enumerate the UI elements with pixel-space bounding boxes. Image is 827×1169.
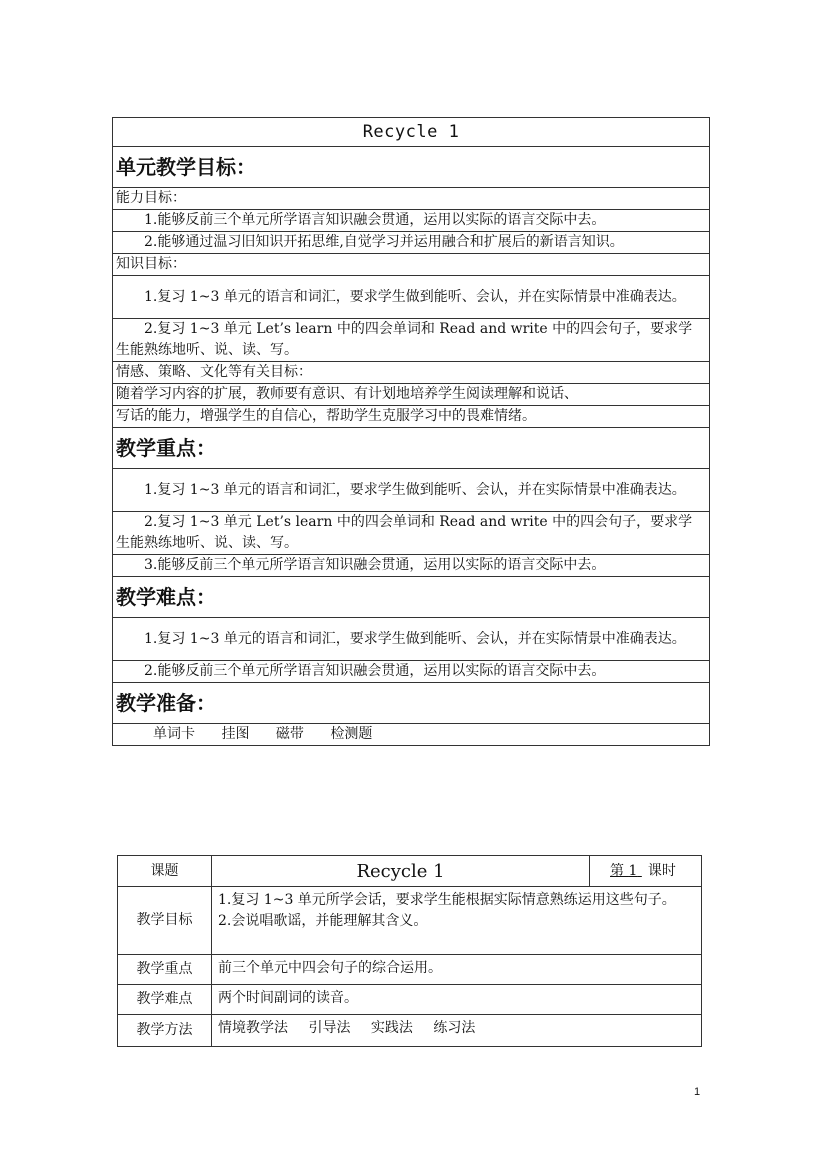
goals-value — [212, 887, 702, 955]
lesson-suffix: 课时 — [647, 862, 676, 879]
ability-label: 能力目标： — [113, 188, 710, 210]
method-value — [212, 1015, 702, 1047]
method-label: 教学方法 — [118, 1015, 212, 1047]
ability-item-1: 1.能够反前三个单元所学语言知识融会贯通，运用以实际的语言交际中去。 — [113, 210, 710, 232]
affect-line-2: 写话的能力，增强学生的自信心，帮助学生克服学习中的畏难情绪。 — [113, 406, 710, 428]
lesson-number: 1 — [628, 862, 638, 879]
prep-item: 单词卡 — [153, 726, 195, 742]
goals-line-1: 1.复习 1~3 单元所学会话，要求学生能根据实际情意熟练运用这些句子。 — [218, 892, 676, 908]
method-item: 情境教学法 — [218, 1020, 288, 1036]
key-label: 教学重点 — [118, 955, 212, 985]
preparation-heading: 教学准备： — [113, 683, 710, 724]
key-item-2: 2.复习 1~3 单元 Let’s learn 中的四会单词和 Read and write 中的四会句子，要求学生能熟练地听、说、读、写。 — [113, 512, 710, 555]
prep-item: 挂图 — [221, 726, 250, 742]
method-item: 引导法 — [308, 1020, 351, 1036]
ability-item-2: 2.能够通过温习旧知识开拓思维,自觉学习并运用融合和扩展后的新语言知识。 — [113, 232, 710, 254]
preparation-items — [113, 724, 710, 746]
goals-line-2: 2.会说唱歌谣，并能理解其含义。 — [218, 913, 428, 929]
method-item: 练习法 — [433, 1020, 476, 1036]
page-number: 1 — [694, 1086, 701, 1098]
topic-value: Recycle 1 — [212, 856, 590, 887]
knowledge-label: 知识目标： — [113, 254, 710, 276]
lesson-table — [117, 855, 702, 1047]
key-item-1: 1.复习 1~3 单元的语言和词汇，要求学生做到能听、会认，并在实际情景中准确表达。 — [113, 469, 710, 512]
lesson-prefix: 第 — [610, 862, 624, 879]
knowledge-item-1: 1.复习 1~3 单元的语言和词汇，要求学生做到能听、会认，并在实际情景中准确表达。 — [113, 276, 710, 319]
unit-goals-heading: 单元教学目标： — [113, 147, 710, 188]
key-item-3: 3.能够反前三个单元所学语言知识融会贯通，运用以实际的语言交际中去。 — [113, 555, 710, 577]
unit-plan-table — [112, 117, 710, 746]
affect-label: 情感、策略、文化等有关目标： — [113, 362, 710, 384]
difficult-item-1: 1.复习 1~3 单元的语言和词汇，要求学生做到能听、会认，并在实际情景中准确表达。 — [113, 618, 710, 661]
lesson-period — [590, 856, 702, 887]
difficult-points-heading: 教学难点： — [113, 577, 710, 618]
affect-line-1: 随着学习内容的扩展，教师要有意识、有计划地培养学生阅读理解和说话、 — [113, 384, 710, 406]
difficult-label: 教学难点 — [118, 985, 212, 1015]
prep-item: 检测题 — [330, 726, 373, 742]
method-item: 实践法 — [370, 1020, 413, 1036]
key-value: 前三个单元中四会句子的综合运用。 — [212, 955, 702, 985]
difficult-value: 两个时间副词的读音。 — [212, 985, 702, 1015]
goals-label: 教学目标 — [118, 887, 212, 955]
key-points-heading: 教学重点： — [113, 428, 710, 469]
knowledge-item-2: 2.复习 1~3 单元 Let’s learn 中的四会单词和 Read and write 中的四会句子，要求学生能熟练地听、说、读、写。 — [113, 319, 710, 362]
difficult-item-2: 2.能够反前三个单元所学语言知识融会贯通，运用以实际的语言交际中去。 — [113, 661, 710, 683]
prep-item: 磁带 — [275, 726, 304, 742]
plan-title: Recycle 1 — [113, 118, 710, 147]
topic-label: 课题 — [118, 856, 212, 887]
